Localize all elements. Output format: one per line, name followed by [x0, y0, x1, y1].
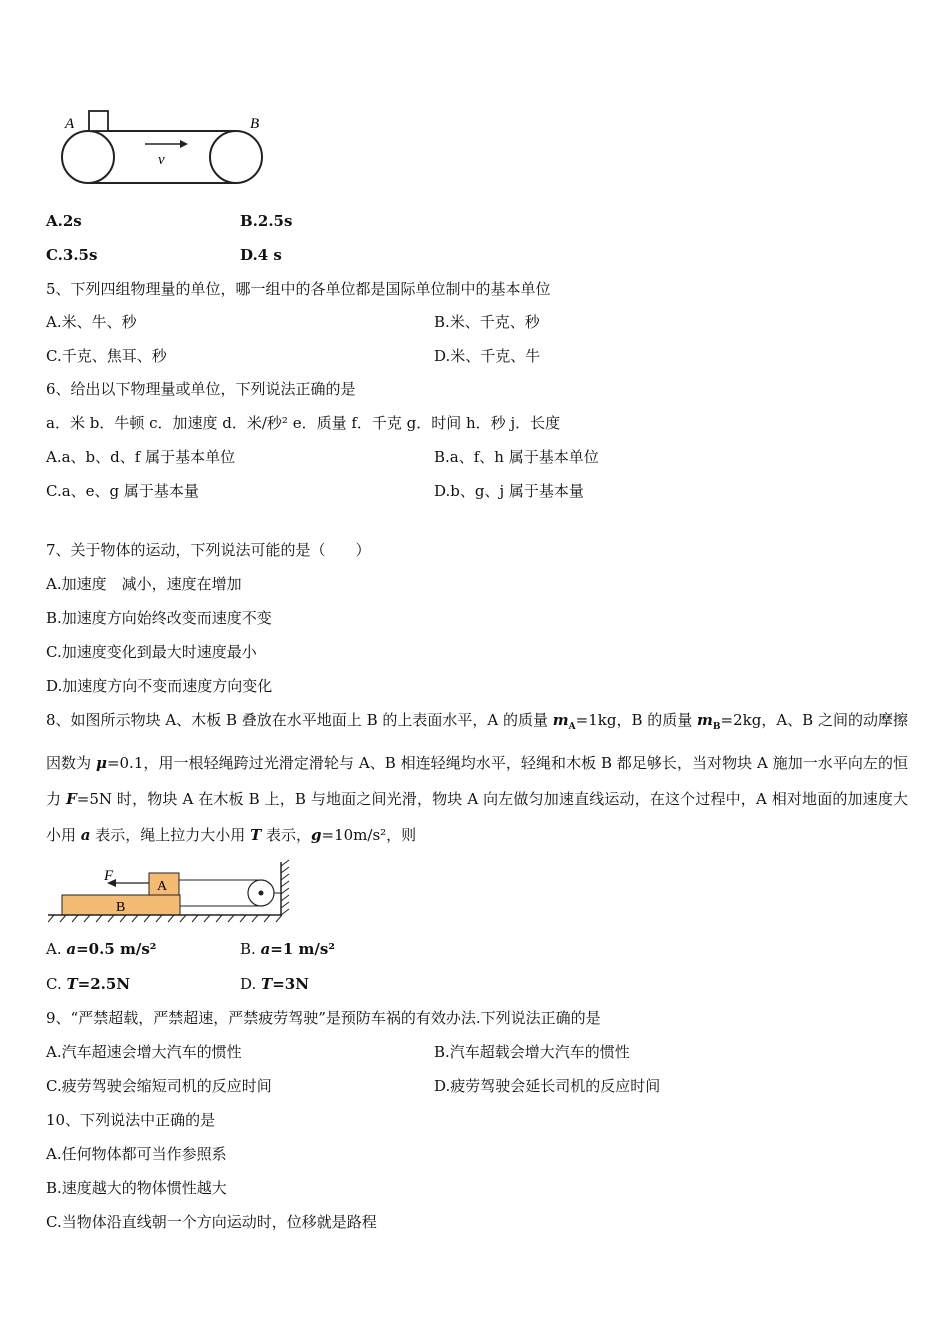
- q9-option-c: C.疲劳驾驶会缩短司机的反应时间: [46, 1077, 272, 1095]
- q7-option-b: B.加速度方向始终改变而速度不变: [46, 609, 272, 627]
- q8-option-d: D. T=3N: [240, 975, 309, 993]
- q4-option-b: B.2.5s: [240, 212, 293, 230]
- fig1-label-a: A: [65, 116, 75, 132]
- q5-stem: 5、下列四组物理量的单位，哪一组中的各单位都是国际单位制中的基本单位: [46, 280, 551, 298]
- q5-option-d: D.米、千克、牛: [434, 347, 541, 365]
- q8-option-b: B. a=1 m/s²: [240, 940, 335, 958]
- q4-option-a: A.2s: [46, 212, 82, 230]
- fig1-label-v: v: [158, 152, 165, 168]
- q8-option-a: A. a=0.5 m/s²: [46, 940, 157, 958]
- q7-stem: 7、关于物体的运动，下列说法可能的是（ ）: [46, 541, 371, 559]
- q6-option-b: B.a、f、h 属于基本单位: [434, 448, 599, 466]
- q5-option-b: B.米、千克、秒: [434, 313, 540, 331]
- q6-option-d: D.b、g、j 属于基本量: [434, 482, 584, 500]
- q6-option-c: C.a、e、g 属于基本量: [46, 482, 199, 500]
- conveyor-belt-figure: [55, 108, 270, 190]
- q9-stem: 9、“严禁超载，严禁超速，严禁疲劳驾驶”是预防车祸的有效办法.下列说法正确的是: [46, 1009, 601, 1027]
- fig2-label-b: B: [116, 900, 126, 915]
- q6-stem: 6、给出以下物理量或单位，下列说法正确的是: [46, 380, 356, 398]
- q9-option-d: D.疲劳驾驶会延长司机的反应时间: [434, 1077, 661, 1095]
- q10-option-b: B.速度越大的物体惯性越大: [46, 1179, 227, 1197]
- q4-option-c: C.3.5s: [46, 246, 98, 264]
- fig1-label-b: B: [250, 116, 260, 132]
- fig2-label-f: F: [104, 868, 114, 884]
- block-pulley-figure: [48, 858, 298, 924]
- q9-option-a: A.汽车超速会增大汽车的惯性: [46, 1043, 242, 1061]
- q7-option-c: C.加速度变化到最大时速度最小: [46, 643, 257, 661]
- q10-stem: 10、下列说法中正确的是: [46, 1111, 216, 1129]
- q6-option-a: A.a、b、d、f 属于基本单位: [46, 448, 236, 466]
- q10-option-c: C.当物体沿直线朝一个方向运动时，位移就是路程: [46, 1213, 377, 1231]
- q7-option-d: D.加速度方向不变而速度方向变化: [46, 677, 273, 695]
- q5-option-c: C.千克、焦耳、秒: [46, 347, 167, 365]
- q10-option-a: A.任何物体都可当作参照系: [46, 1145, 227, 1163]
- q4-option-d: D.4 s: [240, 246, 282, 264]
- q8-option-c: C. T=2.5N: [46, 975, 131, 993]
- q9-option-b: B.汽车超载会增大汽车的惯性: [434, 1043, 630, 1061]
- fig2-label-a: A: [157, 879, 168, 894]
- q7-option-a: A.加速度 减小，速度在增加: [46, 575, 242, 593]
- q6-items: a．米 b．牛顿 c．加速度 d．米/秒² e．质量 f．千克 g．时间 h．秒 j．长度: [46, 414, 561, 432]
- q5-option-a: A.米、牛、秒: [46, 313, 137, 331]
- q8-stem: 8、如图所示物块 A、木板 B 叠放在水平地面上 B 的上表面水平，A 的质量 $m_A=1kg$，B 的质量 $m_B=2kg$，A、B 之间的动摩擦因数为 μ=0.1，用一根轻绳跨过光滑定滑轮与 A、B 相连轻绳均水平，轻绳和木板 B 都足够长，当对物块 A 施加一水平向左的恒力 F=5N 时，物块 A 在木板 B 上，B 与地面之间光滑，物块 A 向左做匀加速直线运动，在这个过程中，A 相对地面的加速度大小用 a 表示，绳上拉力大小用 T 表示，g=10m/s²，则: [46, 711, 908, 844]
